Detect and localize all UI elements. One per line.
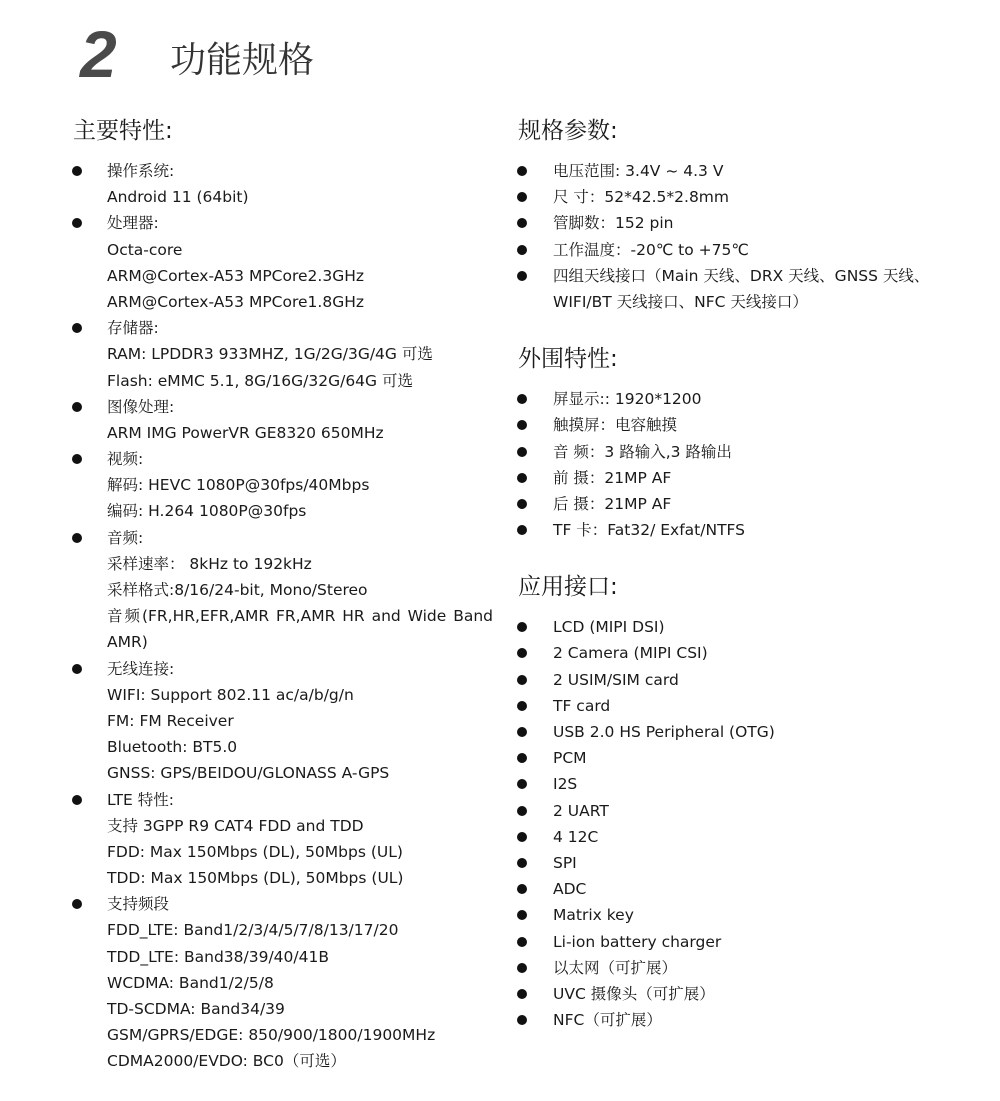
item-text: 2 UART [553,801,609,820]
list-item [518,955,948,981]
list-item-audio [73,525,493,656]
list-item [518,824,948,850]
bullet-icon [517,727,527,737]
bullet-icon [517,701,527,711]
item-detail: GNSS: GPS/BEIDOU/GLONASS A-GPS [107,764,390,783]
section-heading-specs: 规格参数: [518,118,618,144]
item-detail: ARM@Cortex-A53 MPCore1.8GHz [107,292,364,311]
bullet-icon [517,166,527,176]
item-label: LTE 特性: [107,790,174,809]
bullet-icon [72,166,82,176]
bullet-icon [517,832,527,842]
list-item [518,719,948,745]
item-label: 视频: [107,450,144,469]
main-features-list [73,158,493,1075]
right-column [518,114,948,1033]
list-item [518,667,948,693]
item-text: 管脚数：152 pin [553,214,674,233]
bullet-icon [517,271,527,281]
bullet-icon [517,963,527,973]
list-item-wireless [73,656,493,787]
section-heading-main-features: 主要特性: [73,118,173,144]
list-item [518,439,948,465]
item-text: 以太网（可扩展） [553,958,678,977]
bullet-icon [72,323,82,333]
bullet-icon [517,622,527,632]
item-label: 无线连接: [107,659,175,678]
bullet-icon [517,858,527,868]
list-item [518,850,948,876]
item-text: Li-ion battery charger [553,932,722,951]
peripheral-section [518,342,948,543]
item-detail: CDMA2000/EVDO: BC0（可选） [107,1052,346,1071]
item-label: 处理器: [107,214,159,233]
main-features-section [73,114,493,1075]
item-label: 音频: [107,528,144,547]
list-item [518,1007,948,1033]
bullet-icon [517,473,527,483]
interfaces-section [518,570,948,1033]
item-text: 四组天线接口（Main 天线、DRX 天线、GNSS 天线、 [553,266,930,285]
bullet-icon [517,989,527,999]
item-detail: 支持 3GPP R9 CAT4 FDD and TDD [107,816,364,835]
item-text: 前 摄：21MP AF [553,468,672,487]
item-text: LCD (MIPI DSI) [553,618,665,637]
bullet-icon [517,675,527,685]
item-detail: ARM@Cortex-A53 MPCore2.3GHz [107,266,364,285]
item-detail: 音频(FR,HR,EFR,AMR FR,AMR HR and Wide Band [107,607,493,626]
chapter-title: 功能规格 [170,40,315,81]
list-item [518,517,948,543]
item-detail: 采样格式:8/16/24-bit, Mono/Stereo [107,581,368,599]
item-text: SPI [553,853,577,872]
bullet-icon [517,420,527,430]
item-detail: 解码: HEVC 1080P@30fps/40Mbps [107,476,370,495]
item-detail: TDD: Max 150Mbps (DL), 50Mbps (UL) [107,869,404,888]
item-detail: Android 11 (64bit) [107,188,249,207]
list-item [518,465,948,491]
item-detail: TDD_LTE: Band38/39/40/41B [107,947,329,966]
list-item-os [73,158,493,210]
chapter-number: 2 [80,17,115,91]
interfaces-list [518,614,948,1033]
item-text: 电压范围: 3.4V ~ 4.3 V [553,162,724,180]
bullet-icon [72,218,82,228]
item-text: USB 2.0 HS Peripheral (OTG) [553,723,775,741]
list-item-processor [73,210,493,315]
bullet-icon [517,937,527,947]
item-detail: Flash: eMMC 5.1, 8G/16G/32G/64G 可选 [107,371,413,390]
item-text: 后 摄：21MP AF [553,494,672,513]
list-item [518,876,948,902]
item-text: TF card [553,696,611,715]
bullet-icon [517,910,527,920]
specs-list [518,158,948,315]
item-text: ADC [553,880,587,899]
bullet-icon [72,533,82,543]
item-text: 2 Camera (MIPI CSI) [553,644,708,663]
item-text: 屏显示:: 1920*1200 [553,390,702,409]
item-text: 尺 寸：52*42.5*2.8mm [553,188,730,207]
list-item [518,902,948,928]
bullet-icon [517,525,527,535]
list-item-video [73,446,493,525]
list-item [518,210,948,236]
item-text: NFC（可扩展） [553,1011,662,1030]
item-detail: GSM/GPRS/EDGE: 850/900/1800/1900MHz [107,1026,436,1045]
list-item-graphics [73,394,493,446]
item-text: 工作温度：-20℃ to +75℃ [553,240,749,259]
item-label: 图像处理: [107,397,175,416]
item-text: 触摸屏：电容触摸 [553,416,678,435]
item-text-continued: WIFI/BT 天线接口、NFC 天线接口） [553,292,808,311]
bullet-icon [72,899,82,909]
bullet-icon [517,779,527,789]
list-item [518,184,948,210]
item-detail: 编码: H.264 1080P@30fps [107,502,307,521]
item-detail: Octa-core [107,240,183,259]
item-text: 音 频：3 路输入,3 路输出 [553,442,732,461]
bullet-icon [517,192,527,202]
list-item [518,929,948,955]
item-text: 4 12C [553,827,599,846]
list-item [518,640,948,666]
list-item [518,158,948,184]
bullet-icon [72,664,82,674]
bullet-icon [517,884,527,894]
item-label: 操作系统: [107,162,175,180]
bullet-icon [517,753,527,763]
bullet-icon [517,245,527,255]
list-item [518,981,948,1007]
list-item [518,798,948,824]
item-label: 支持频段 [107,895,170,914]
bullet-icon [517,806,527,816]
item-detail: Bluetooth: BT5.0 [107,738,238,757]
bullet-icon [72,795,82,805]
bullet-icon [517,447,527,457]
item-detail: TD-SCDMA: Band34/39 [107,1000,285,1019]
list-item [518,771,948,797]
item-text: 2 USIM/SIM card [553,670,679,689]
section-heading-peripheral: 外围特性: [518,346,618,373]
list-item [518,491,948,517]
bullet-icon [517,394,527,404]
item-detail: RAM: LPDDR3 933MHZ, 1G/2G/3G/4G 可选 [107,345,433,364]
list-item-bands [73,891,493,1074]
item-detail: FDD_LTE: Band1/2/3/4/5/7/8/13/17/20 [107,921,399,940]
list-item [518,412,948,438]
item-label: 存储器: [107,319,159,338]
item-detail: WIFI: Support 802.11 ac/a/b/g/n [107,685,354,704]
item-detail: 采样速率： 8kHz to 192kHz [107,554,312,573]
item-text: PCM [553,749,587,768]
item-detail: ARM IMG PowerVR GE8320 650MHz [107,423,384,442]
list-item [518,386,948,412]
list-item [518,614,948,640]
list-item [518,263,948,315]
item-text: UVC 摄像头（可扩展） [553,984,715,1003]
list-item [518,237,948,263]
item-detail: FM: FM Receiver [107,711,234,730]
list-item-memory [73,315,493,394]
item-detail: FDD: Max 150Mbps (DL), 50Mbps (UL) [107,842,403,861]
bullet-icon [517,218,527,228]
bullet-icon [517,1015,527,1025]
list-item [518,745,948,771]
list-item-lte [73,787,493,892]
peripheral-list [518,386,948,543]
item-detail: WCDMA: Band1/2/5/8 [107,973,274,992]
item-text: TF 卡：Fat32/ Exfat/NTFS [553,521,746,540]
bullet-icon [72,402,82,412]
item-text: I2S [553,775,578,794]
bullet-icon [517,648,527,658]
item-detail: AMR) [107,633,148,652]
list-item [518,693,948,719]
bullet-icon [517,499,527,509]
specs-section [518,114,948,315]
bullet-icon [72,454,82,464]
item-text: Matrix key [553,906,634,925]
section-heading-interfaces: 应用接口: [518,574,618,601]
